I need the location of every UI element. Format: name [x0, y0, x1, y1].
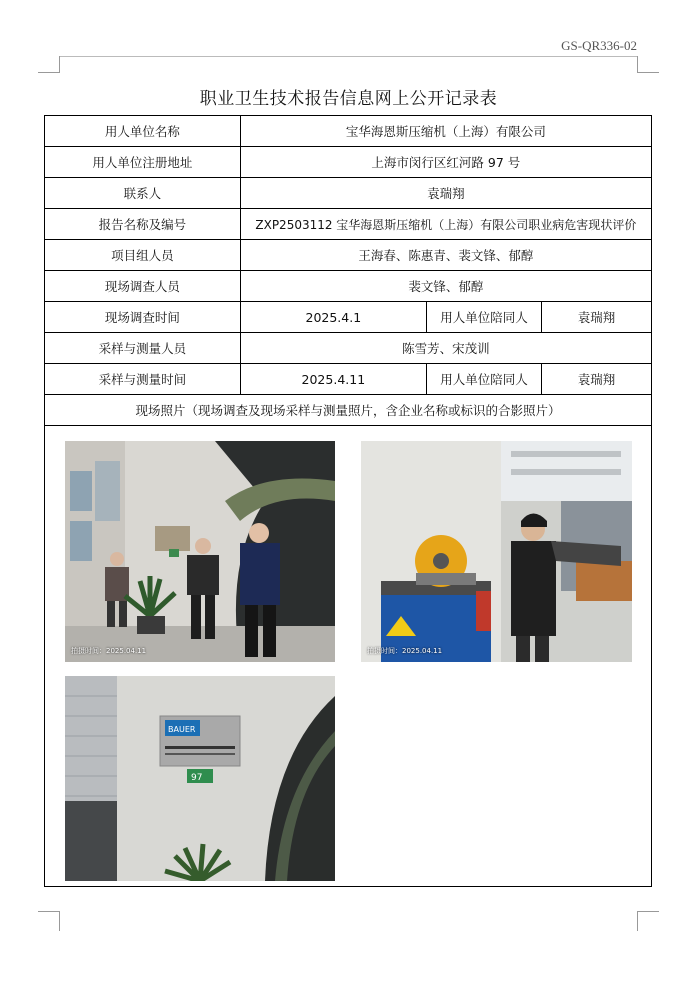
row-report	[45, 209, 652, 240]
survey-escort-label: 用人单位陪同人	[426, 302, 541, 333]
survey-time-value: 2025.4.1	[240, 302, 426, 333]
contact-label: 联系人	[45, 178, 241, 209]
document-title: 职业卫生技术报告信息网上公开记录表	[199, 89, 498, 109]
employer-value: 宝华海恩斯压缩机（上海）有限公司	[240, 116, 651, 147]
photo-company-sign-image	[65, 676, 335, 881]
survey-time-label: 现场调查时间	[45, 302, 241, 333]
row-sampling-time	[45, 364, 652, 395]
row-survey-time	[45, 302, 652, 333]
sampling-time-value: 2025.4.11	[240, 364, 426, 395]
photo-2-timestamp: 拍摄时间：2025.04.11	[367, 647, 443, 655]
crop-mark-top-right-v	[637, 56, 638, 73]
row-sampling-staff	[45, 333, 652, 364]
photo-machine-workshop-image	[361, 441, 632, 662]
report-value: ZXP2503112 宝华海恩斯压缩机（上海）有限公司职业病危害现状评价	[240, 209, 651, 240]
row-contact	[45, 178, 652, 209]
sampling-time-label: 采样与测量时间	[45, 364, 241, 395]
employer-label: 用人单位名称	[45, 116, 241, 147]
sampling-escort-label: 用人单位陪同人	[426, 364, 541, 395]
header-rule	[60, 56, 637, 57]
photo-company-sign	[65, 676, 335, 881]
photo-1-timestamp: 拍摄时间：2025.04.11	[71, 647, 147, 655]
team-value: 王海春、陈惠青、裴文锋、郁醇	[240, 240, 651, 271]
survey-escort-value: 袁瑞翔	[542, 302, 652, 333]
row-team	[45, 240, 652, 271]
crop-mark-top-right-h	[637, 72, 659, 73]
record-table	[44, 115, 652, 887]
crop-mark-top-left-v	[59, 56, 60, 73]
team-label: 项目组人员	[45, 240, 241, 271]
address-label: 用人单位注册地址	[45, 147, 241, 178]
sampling-staff-label: 采样与测量人员	[45, 333, 241, 364]
crop-mark-bottom-right-v	[637, 911, 638, 931]
sampling-staff-value: 陈雪芳、宋茂训	[240, 333, 651, 364]
crop-mark-bottom-right-h	[637, 911, 659, 912]
row-photos	[45, 426, 652, 887]
crop-mark-bottom-left-v	[59, 911, 60, 931]
sign-brand-text: BAUER	[168, 725, 196, 734]
photos-cell	[45, 426, 652, 887]
row-address	[45, 147, 652, 178]
contact-value: 袁瑞翔	[240, 178, 651, 209]
row-photos-header	[45, 395, 652, 426]
sign-number-text: 97	[191, 773, 203, 783]
sampling-escort-value: 袁瑞翔	[542, 364, 652, 395]
row-employer	[45, 116, 652, 147]
row-survey-staff	[45, 271, 652, 302]
photos-label: 现场照片（现场调查及现场采样与测量照片，含企业名称或标识的合影照片）	[45, 395, 652, 426]
crop-mark-top-left-h	[38, 72, 60, 73]
photo-group-entrance	[65, 441, 335, 662]
survey-staff-label: 现场调查人员	[45, 271, 241, 302]
photo-machine-workshop	[361, 441, 632, 662]
crop-mark-bottom-left-h	[38, 911, 60, 912]
survey-staff-value: 裴文锋、郁醇	[240, 271, 651, 302]
doc-code: GS-QR336-02	[561, 38, 637, 53]
report-label: 报告名称及编号	[45, 209, 241, 240]
address-value: 上海市闵行区红河路 97 号	[240, 147, 651, 178]
photo-group-entrance-image	[65, 441, 335, 662]
